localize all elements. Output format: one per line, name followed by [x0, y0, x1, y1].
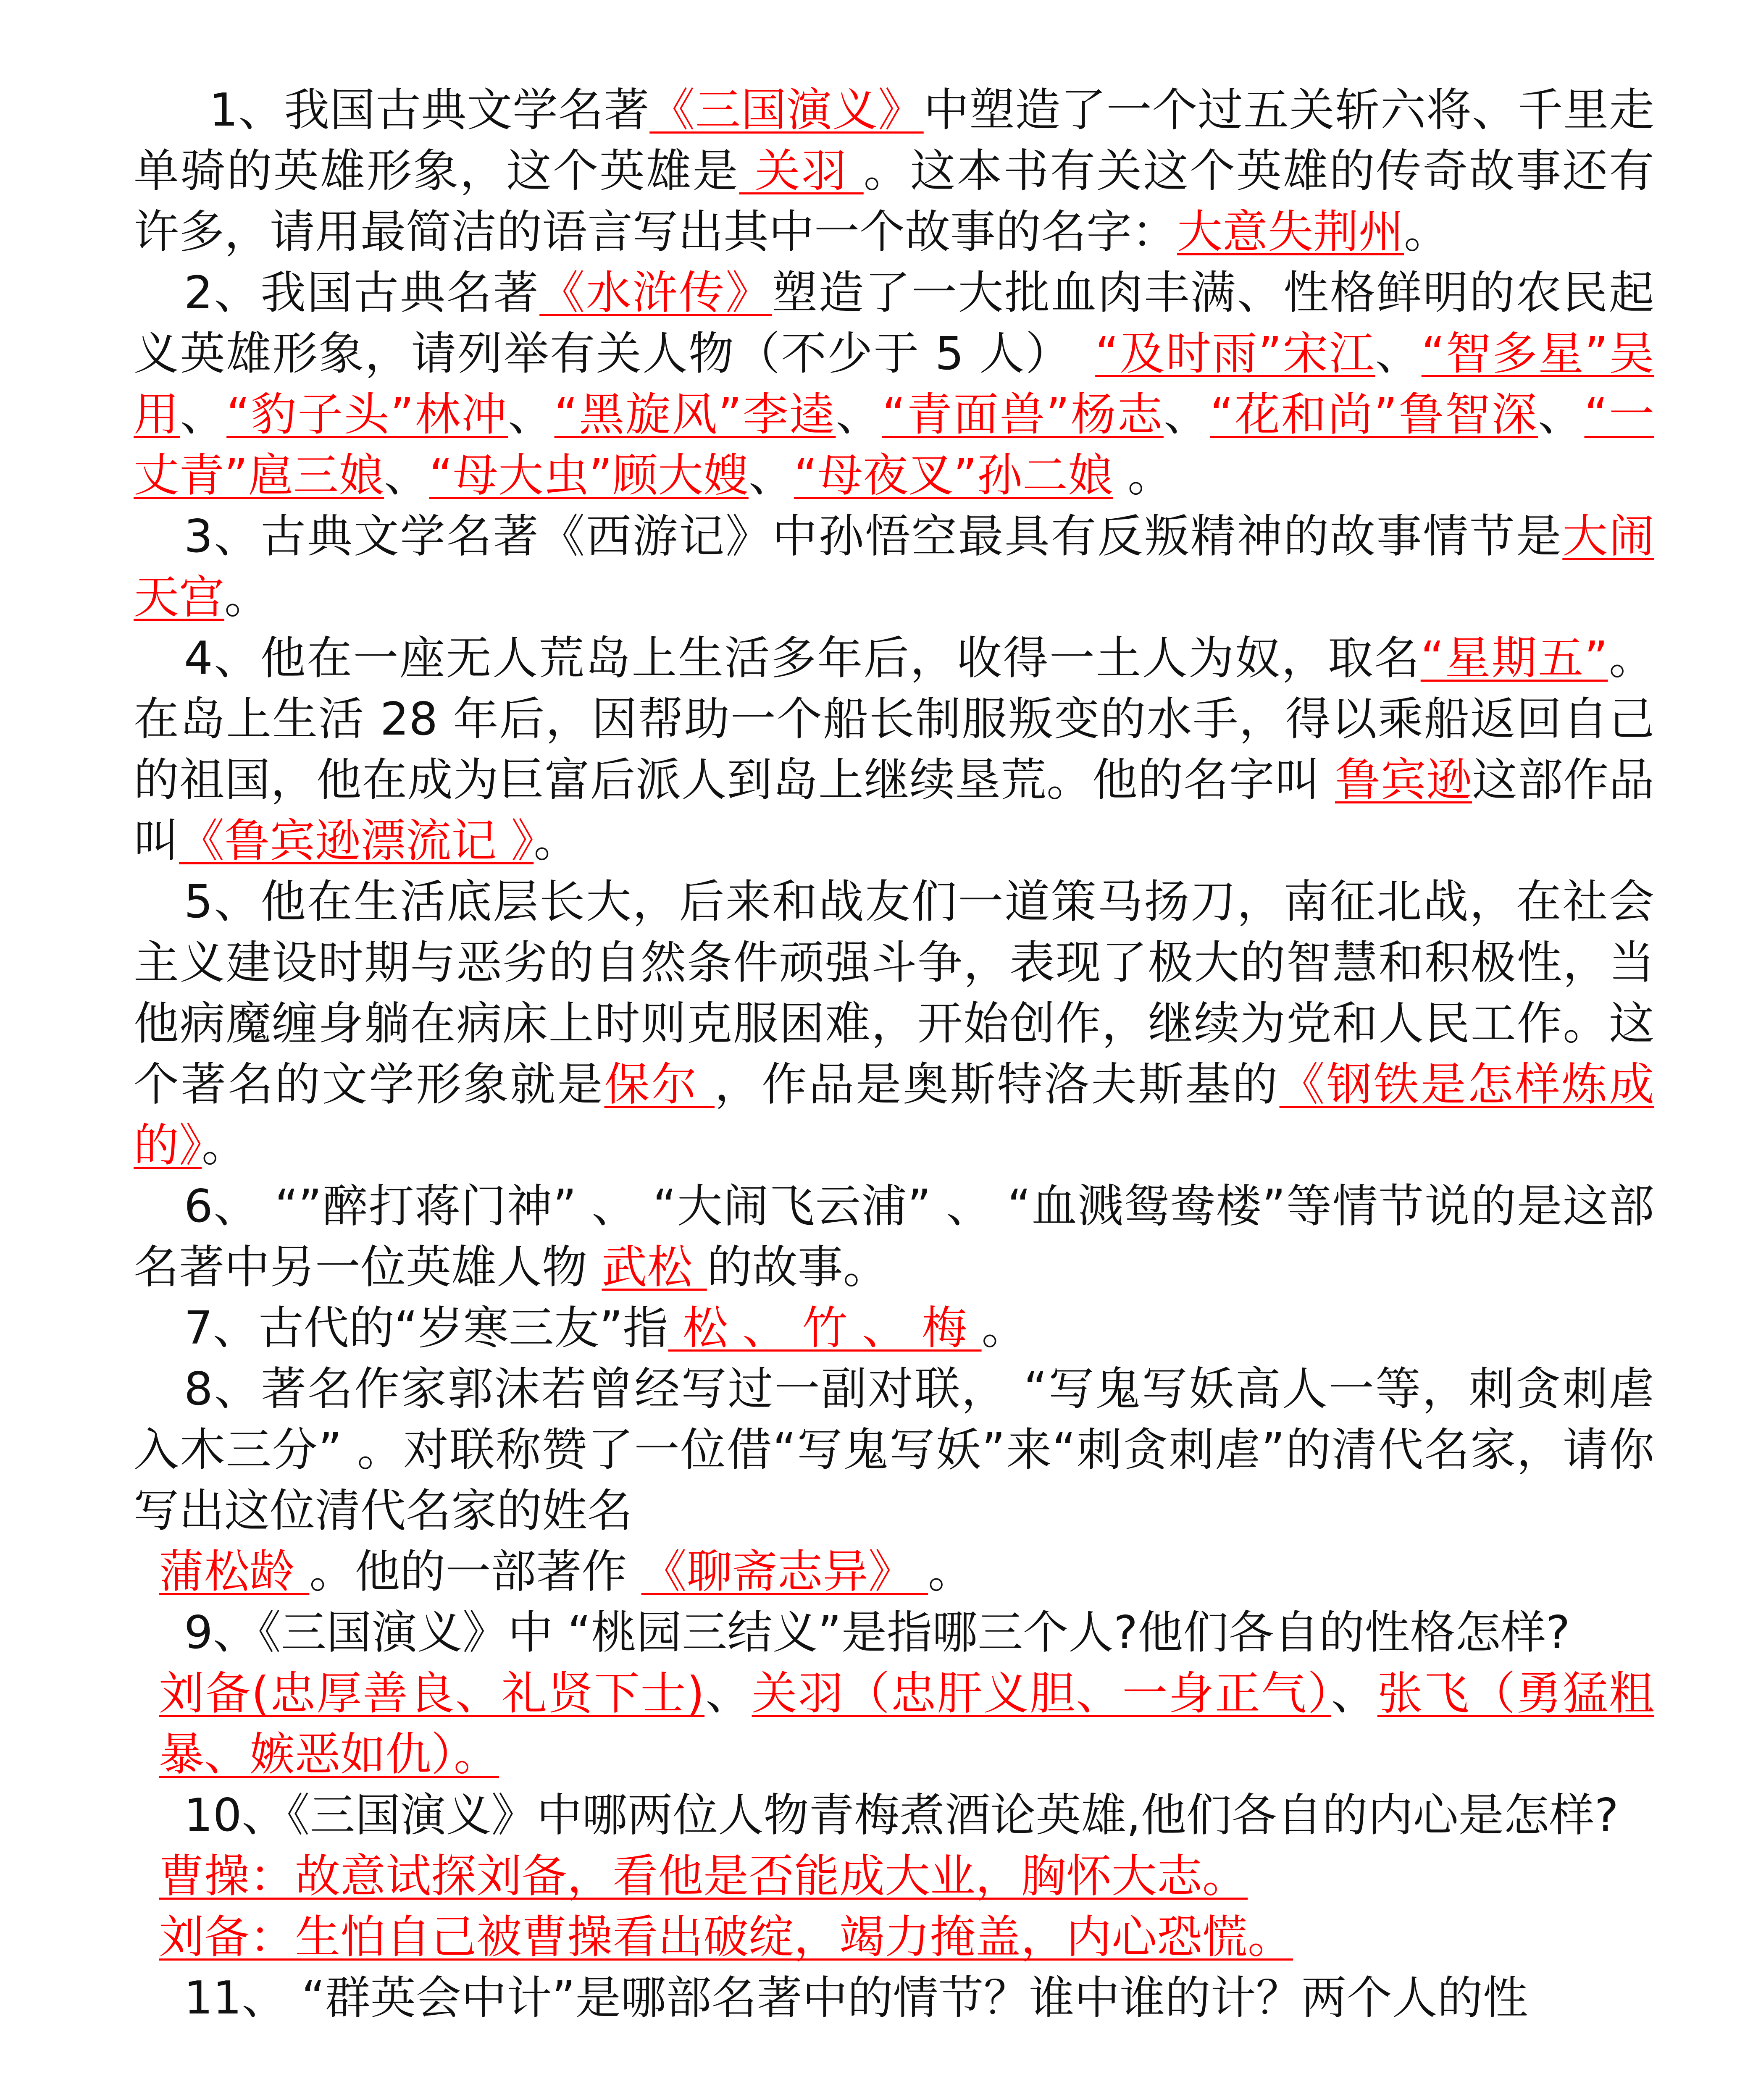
question-text: 。在岛上生活 28 年后，因帮助一个船长制服叛变的水手，得以乘船返回自己的祖国，他在成为巨富后派人到岛上继续垦荒。他的名字叫: [134, 632, 1654, 806]
answer-blank: 大意失荆州: [1177, 206, 1404, 258]
answer-blank: 刘备(忠厚善良、礼贤下士): [159, 1667, 705, 1720]
question-text: 5、他在生活底层长大，后来和战友们一道策马扬刀，南征北战，在社会主义建设时期与恶劣的自然条件顽强斗争，表现了极大的智慧和积极性，当他病魔缠身躺在病床上时则克服困难，开始创作，继续为党和人民工作。这个著名的文学形象就是: [134, 876, 1654, 1111]
separator: 、: [1375, 328, 1422, 380]
answer-blank: “豹子头”林冲: [226, 388, 508, 441]
separator: 、: [1537, 388, 1585, 441]
answer-blank: “黑旋风”李逵: [554, 388, 836, 441]
question-text: ，作品是奥斯特洛夫斯基的: [715, 1058, 1280, 1111]
answer-blank: “花和尚”鲁智深: [1210, 388, 1538, 441]
question-list: [134, 80, 1654, 2029]
question-text: 。: [1404, 206, 1450, 258]
answer-blank: “智多星”吴用: [134, 328, 1655, 441]
answer-blank: 大闹天宫: [134, 510, 1654, 624]
separator: 、: [1331, 1667, 1377, 1720]
question-text: 1、我国古典文学名著: [209, 84, 650, 136]
separator: 、: [704, 1667, 752, 1720]
question-10-answer-2: [134, 1907, 1654, 1968]
answer-blank: “母大虫”顾大嫂: [429, 449, 749, 502]
answer-blank: 武松: [602, 1241, 707, 1294]
separator: 、: [836, 388, 883, 441]
question-text: 。: [202, 1119, 247, 1172]
question-1: [134, 80, 1654, 262]
question-text: 。: [928, 1546, 974, 1598]
question-text: 中塑造了一个过五关斩六将、千里走单骑的英雄形象，这个英雄是: [134, 84, 1654, 197]
answer-blank: 刘备：生怕自己被曹操看出破绽，竭力掩盖，内心恐慌。: [159, 1911, 1293, 1964]
question-text: 6、 “”醉打蒋门神” 、 “大闹飞云浦” 、 “血溅鸳鸯楼”等情节说的是这部名著中另一位英雄人物: [134, 1180, 1654, 1294]
question-10: [134, 1785, 1654, 1846]
answer-blank: “一丈青”扈三娘: [134, 388, 1654, 502]
question-text: 11、 “群英会中计”是哪部名著中的情节？谁中谁的计？两个人的性: [184, 1972, 1528, 2024]
answer-blank: “星期五”: [1420, 632, 1608, 685]
question-text: 8、著名作家郭沫若曾经写过一副对联， “写鬼写妖高人一等，刺贪刺虐入木三分” 。对联称赞了一位借“写鬼写妖”来“刺贪刺虐”的清代名家，请你写出这位清代名家的姓名: [134, 1363, 1654, 1537]
question-text: 10、《三国演义》中哪两位人物青梅煮酒论英雄,他们各自的内心是怎样?: [184, 1789, 1619, 1842]
answer-blank: 鲁宾逊: [1335, 754, 1472, 806]
question-text: 。他的一部著作: [309, 1546, 627, 1598]
question-text: 这部作品叫: [134, 754, 1654, 867]
answer-blank: 《水浒传》: [539, 267, 772, 319]
separator: 、: [748, 449, 794, 502]
answer-blank: 《钢铁是怎样炼成的》: [134, 1058, 1654, 1172]
question-6: [134, 1176, 1654, 1298]
separator: 、: [1163, 388, 1210, 441]
question-3: [134, 506, 1654, 628]
question-text: 7、古代的“岁寒三友”指: [184, 1302, 668, 1354]
answer-blank: 曹操：故意试探刘备，看他是否能成大业，胸怀大志。: [159, 1850, 1248, 1903]
question-4: [134, 628, 1654, 872]
answer-blank: 张飞（勇猛粗暴、嫉恶如仇）。: [159, 1667, 1654, 1781]
question-9: [134, 1602, 1654, 1663]
question-text: 。: [1113, 449, 1173, 502]
separator: 、: [508, 388, 555, 441]
question-9-answer: [134, 1663, 1654, 1785]
answer-blank: 关羽: [739, 145, 864, 197]
answer-blank: 《鲁宾逊漂流记 》: [179, 815, 534, 867]
question-5: [134, 872, 1654, 1176]
answer-blank: “青面兽”杨志: [882, 388, 1164, 441]
question-text: 3、古典文学名著《西游记》中孙悟空最具有反叛精神的故事情节是: [184, 510, 1563, 563]
question-8-answer: [134, 1541, 1654, 1602]
question-text: 。: [534, 815, 579, 867]
question-text: 4、他在一座无人荒岛上生活多年后，收得一土人为奴，取名: [184, 632, 1421, 685]
question-text: 塑造了一大批血肉丰满、性格鲜明的农民起义英雄形象，请列举有关人物（不少于 5 人）: [134, 267, 1654, 380]
question-2: [134, 262, 1654, 506]
question-8: [134, 1359, 1654, 1541]
question-11: [134, 1968, 1654, 2029]
question-text: 。: [224, 571, 270, 624]
answer-blank: “母夜叉”孙二娘: [794, 449, 1113, 502]
answer-blank: 保尔: [604, 1058, 715, 1111]
question-text: 的故事。: [707, 1241, 888, 1294]
answer-blank: 《聊斋志异》: [641, 1546, 928, 1598]
separator: 、: [384, 449, 429, 502]
question-10-answer-1: [134, 1846, 1654, 1907]
answer-blank: 蒲松龄: [159, 1546, 310, 1598]
answer-blank: “及时雨”宋江: [1095, 328, 1375, 380]
question-7: [134, 1298, 1654, 1359]
separator: 、: [180, 388, 227, 441]
answer-blank: 关羽（忠肝义胆、一身正气）: [752, 1667, 1331, 1720]
answer-blank: 《三国演义》: [649, 84, 924, 136]
question-text: 。: [981, 1302, 1027, 1354]
question-text: 。这本书有关这个英雄的传奇故事还有许多，请用最简洁的语言写出其中一个故事的名字：: [134, 145, 1654, 258]
answer-blank: 松 、 竹 、 梅: [668, 1302, 982, 1354]
question-text: 2、我国古典名著: [184, 267, 540, 319]
question-text: 9、《三国演义》中 “桃园三结义”是指哪三个人?他们各自的性格怎样?: [184, 1606, 1570, 1659]
